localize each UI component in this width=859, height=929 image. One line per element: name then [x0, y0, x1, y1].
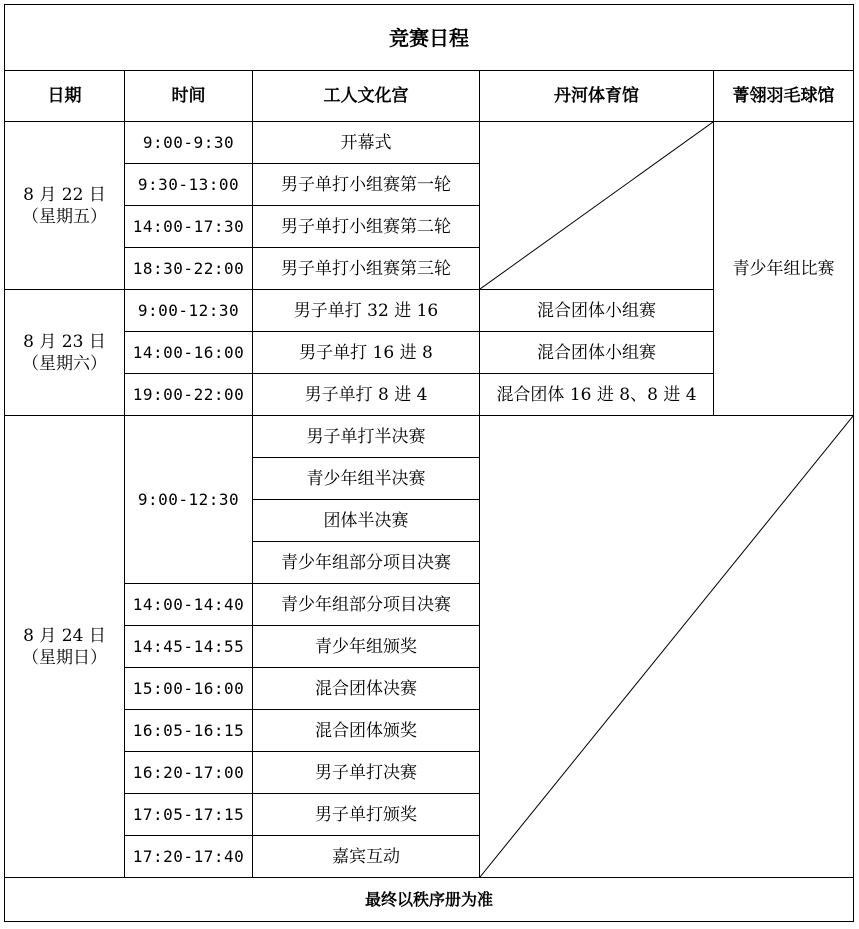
time-cell: 17:05-17:15: [125, 794, 253, 836]
event-cell: 男子单打 8 进 4: [253, 374, 480, 416]
time-cell: 9:00-12:30: [125, 290, 253, 332]
empty-cell-day3: [480, 416, 854, 878]
time-cell: 15:00-16:00: [125, 668, 253, 710]
time-cell: 9:30-13:00: [125, 164, 253, 206]
empty-cell-danhe-day1: [480, 122, 714, 290]
event-cell: 混合团体决赛: [253, 668, 480, 710]
event-cell: 青少年组半决赛: [253, 458, 480, 500]
title-row: [5, 5, 854, 71]
event-cell: 团体半决赛: [253, 500, 480, 542]
event-cell: 青少年组部分项目决赛: [253, 542, 480, 584]
diagonal-slash: [480, 416, 853, 877]
event-cell-danhe: 混合团体 16 进 8、8 进 4: [480, 374, 714, 416]
date-cell-day2: [5, 290, 125, 416]
footer-row: [5, 878, 854, 922]
time-cell-morning: 9:00-12:30: [125, 416, 253, 584]
header-venue-jingling-hall: 菁翎羽毛球馆: [714, 71, 854, 122]
event-cell: 男子单打 32 进 16: [253, 290, 480, 332]
table-row: [5, 122, 854, 164]
header-venue-danhe-gym: 丹河体育馆: [480, 71, 714, 122]
table-row: [5, 416, 854, 458]
event-cell: 混合团体颁奖: [253, 710, 480, 752]
time-cell: 19:00-22:00: [125, 374, 253, 416]
date-cell-day3: [5, 416, 125, 878]
event-cell-danhe: 混合团体小组赛: [480, 290, 714, 332]
date-label: 8 月 23 日: [23, 331, 106, 352]
event-cell: 男子单打颁奖: [253, 794, 480, 836]
weekday-label: （星期五）: [22, 206, 107, 227]
event-cell: 开幕式: [253, 122, 480, 164]
header-row: [5, 71, 854, 122]
time-cell: 14:00-14:40: [125, 584, 253, 626]
time-cell: 18:30-22:00: [125, 248, 253, 290]
event-cell: 男子单打小组赛第一轮: [253, 164, 480, 206]
time-cell: 9:00-9:30: [125, 122, 253, 164]
time-cell: 16:05-16:15: [125, 710, 253, 752]
date-label: 8 月 24 日: [23, 625, 106, 646]
event-cell: 嘉宾互动: [253, 836, 480, 878]
header-date: 日期: [5, 71, 125, 122]
event-cell: 青少年组颁奖: [253, 626, 480, 668]
event-cell: 男子单打半决赛: [253, 416, 480, 458]
event-cell: 男子单打 16 进 8: [253, 332, 480, 374]
header-venue-workers-palace: 工人文化宫: [253, 71, 480, 122]
weekday-label: （星期六）: [22, 353, 107, 374]
event-cell: 男子单打决赛: [253, 752, 480, 794]
event-cell: 男子单打小组赛第三轮: [253, 248, 480, 290]
diagonal-slash: [480, 122, 713, 289]
header-time: 时间: [125, 71, 253, 122]
footer-note: 最终以秩序册为准: [5, 878, 854, 922]
schedule-title: 竞赛日程: [5, 5, 854, 71]
time-cell: 14:00-17:30: [125, 206, 253, 248]
date-label: 8 月 22 日: [23, 184, 106, 205]
event-cell: 青少年组部分项目决赛: [253, 584, 480, 626]
venue3-event-cell: 青少年组比赛: [714, 122, 854, 416]
time-cell: 16:20-17:00: [125, 752, 253, 794]
event-cell: 男子单打小组赛第二轮: [253, 206, 480, 248]
time-cell: 14:45-14:55: [125, 626, 253, 668]
time-cell: 14:00-16:00: [125, 332, 253, 374]
time-cell: 17:20-17:40: [125, 836, 253, 878]
event-cell-danhe: 混合团体小组赛: [480, 332, 714, 374]
schedule-table: [4, 4, 854, 922]
date-cell-day1: [5, 122, 125, 290]
weekday-label: （星期日）: [22, 647, 107, 668]
